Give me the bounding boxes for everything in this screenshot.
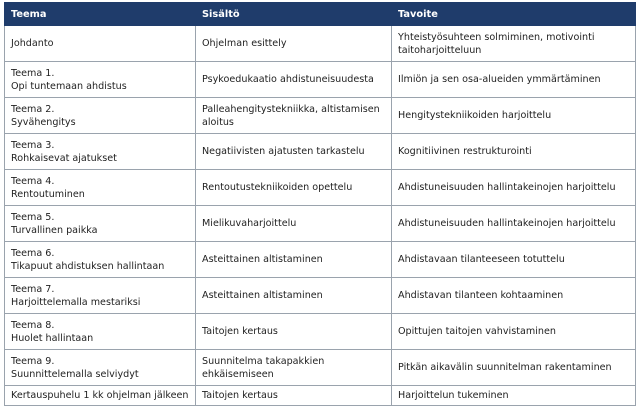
cell-tavoite-text: Ahdistavan tilanteen kohtaaminen <box>398 290 564 301</box>
cell-tavoite <box>392 350 636 386</box>
cell-sisalto-text: Palleahengitystekniikka, altistamisen <box>202 103 380 115</box>
table-row <box>5 26 636 62</box>
cell-tavoite <box>392 206 636 242</box>
cell-sisalto-text: Asteittainen altistaminen <box>202 254 323 265</box>
cell-teema-text: Teema 9. <box>11 355 55 367</box>
cell-teema <box>5 170 196 206</box>
cell-sisalto-text: Rentoutustekniikoiden opettelu <box>202 182 353 193</box>
header-row <box>5 3 636 26</box>
cell-teema <box>5 134 196 170</box>
cell-teema-text: Teema 4. <box>11 175 55 187</box>
cell-tavoite <box>392 98 636 134</box>
cell-sisalto-text: Taitojen kertaus <box>202 326 278 337</box>
cell-teema <box>5 26 196 62</box>
cell-sisalto <box>196 350 392 386</box>
cell-sisalto <box>196 98 392 134</box>
cell-teema-text: Opi tuntemaan ahdistus <box>11 80 127 92</box>
header-sisalto: Sisältö <box>196 3 392 26</box>
table-row <box>5 170 636 206</box>
cell-sisalto-text: aloitus <box>202 116 234 128</box>
cell-teema-text: Tikapuut ahdistuksen hallintaan <box>11 260 165 272</box>
cell-tavoite <box>392 170 636 206</box>
cell-sisalto <box>196 242 392 278</box>
table-body <box>5 26 636 406</box>
cell-teema <box>5 314 196 350</box>
cell-tavoite-text: taitoharjoitteluun <box>398 44 482 56</box>
table-row <box>5 314 636 350</box>
cell-sisalto-text: Negatiivisten ajatusten tarkastelu <box>202 146 365 157</box>
cell-tavoite <box>392 134 636 170</box>
cell-teema-text: Johdanto <box>11 38 54 49</box>
cell-tavoite-text: Yhteistyösuhteen solmiminen, motivointi <box>398 31 595 43</box>
cell-teema-text: Suunnittelemalla selviydyt <box>11 368 139 380</box>
table-row <box>5 350 636 386</box>
cell-sisalto <box>196 26 392 62</box>
cell-teema-text: Teema 5. <box>11 211 55 223</box>
cell-tavoite-text: Opittujen taitojen vahvistaminen <box>398 326 556 337</box>
cell-teema-text: Teema 2. <box>11 103 55 115</box>
cell-tavoite <box>392 242 636 278</box>
cell-teema-text: Syvähengitys <box>11 116 76 128</box>
cell-tavoite-text: Hengitystekniikoiden harjoittelu <box>398 110 552 121</box>
cell-sisalto-text: Ohjelman esittely <box>202 38 287 49</box>
cell-sisalto <box>196 170 392 206</box>
cell-sisalto-text: Psykoedukaatio ahdistuneisuudesta <box>202 74 374 85</box>
table-row <box>5 62 636 98</box>
cell-teema <box>5 278 196 314</box>
cell-sisalto <box>196 386 392 406</box>
cell-teema-text: Rentoutuminen <box>11 188 85 200</box>
cell-tavoite-text: Ilmiön ja sen osa-alueiden ymmärtäminen <box>398 74 601 85</box>
cell-tavoite <box>392 278 636 314</box>
cell-sisalto-text: Taitojen kertaus <box>202 390 278 401</box>
table-row <box>5 206 636 242</box>
cell-teema <box>5 242 196 278</box>
cell-teema-text: Kertauspuhelu 1 kk ohjelman jälkeen <box>11 390 189 401</box>
program-table-container <box>4 2 635 406</box>
cell-teema-text: Teema 1. <box>11 67 55 79</box>
cell-teema-text: Harjoittelemalla mestariksi <box>11 296 141 308</box>
program-table <box>4 2 636 406</box>
cell-teema-text: Teema 3. <box>11 139 55 151</box>
cell-sisalto <box>196 62 392 98</box>
cell-tavoite-text: Kognitiivinen restrukturointi <box>398 146 532 157</box>
cell-teema-text: Rohkaisevat ajatukset <box>11 152 117 164</box>
cell-teema-text: Teema 6. <box>11 247 55 259</box>
cell-tavoite <box>392 314 636 350</box>
cell-tavoite <box>392 26 636 62</box>
cell-sisalto-text: ehkäisemiseen <box>202 368 274 380</box>
cell-teema-text: Teema 8. <box>11 319 55 331</box>
cell-sisalto <box>196 134 392 170</box>
header-tavoite: Tavoite <box>392 3 636 26</box>
header-teema: Teema <box>5 3 196 26</box>
cell-teema <box>5 350 196 386</box>
cell-tavoite-text: Pitkän aikavälin suunnitelman rakentaminen <box>398 362 612 373</box>
cell-sisalto <box>196 278 392 314</box>
cell-sisalto-text: Suunnitelma takapakkien <box>202 355 325 367</box>
cell-teema <box>5 62 196 98</box>
table-header <box>5 3 636 26</box>
table-row <box>5 242 636 278</box>
cell-tavoite <box>392 62 636 98</box>
table-row <box>5 98 636 134</box>
cell-tavoite-text: Harjoittelun tukeminen <box>398 390 509 401</box>
cell-sisalto <box>196 206 392 242</box>
cell-sisalto <box>196 314 392 350</box>
cell-tavoite-text: Ahdistuneisuuden hallintakeinojen harjoittelu <box>398 218 616 229</box>
table-row <box>5 134 636 170</box>
cell-teema <box>5 98 196 134</box>
cell-sisalto-text: Mielikuvaharjoittelu <box>202 218 297 229</box>
cell-tavoite <box>392 386 636 406</box>
table-row <box>5 278 636 314</box>
cell-tavoite-text: Ahdistavaan tilanteeseen totuttelu <box>398 254 565 265</box>
table-row <box>5 386 636 406</box>
cell-teema-text: Huolet hallintaan <box>11 332 94 344</box>
cell-tavoite-text: Ahdistuneisuuden hallintakeinojen harjoittelu <box>398 182 616 193</box>
cell-teema <box>5 206 196 242</box>
cell-teema-text: Turvallinen paikka <box>11 224 98 236</box>
cell-teema-text: Teema 7. <box>11 283 55 295</box>
cell-sisalto-text: Asteittainen altistaminen <box>202 290 323 301</box>
cell-teema <box>5 386 196 406</box>
